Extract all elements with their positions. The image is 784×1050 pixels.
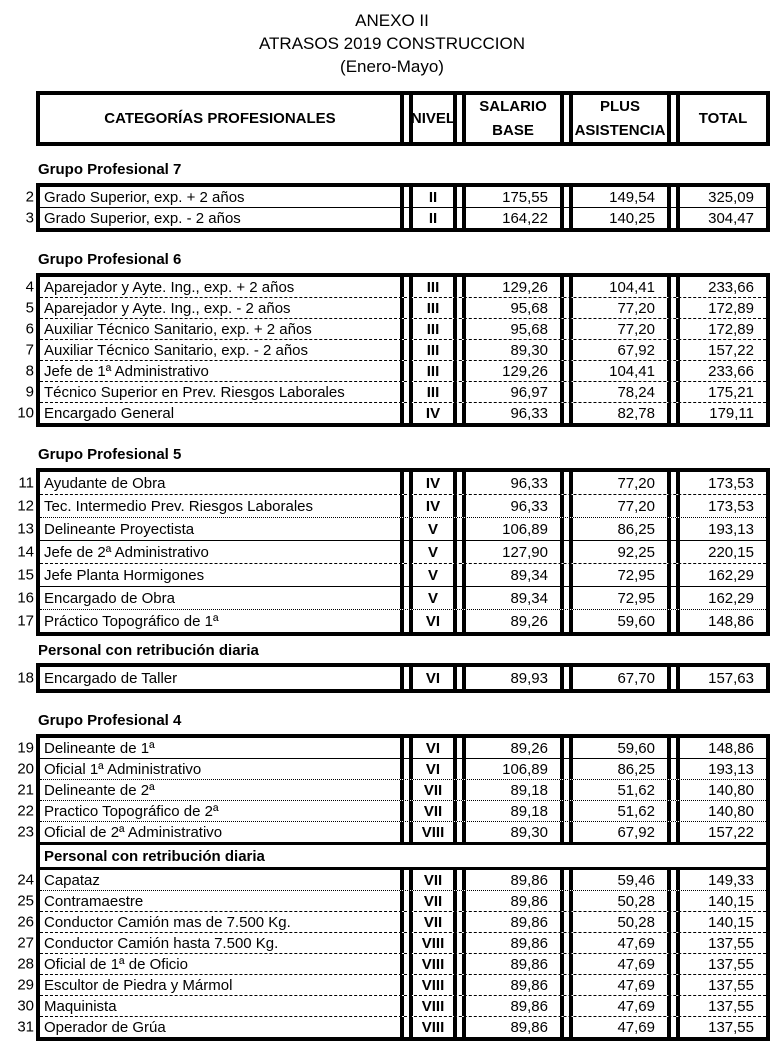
salario-base-cell: 89,86 <box>462 933 564 953</box>
row-number: 3 <box>25 209 34 227</box>
section-heading: Grupo Profesional 4 <box>38 712 182 729</box>
table-row <box>17 667 766 689</box>
row-number: 7 <box>25 341 34 359</box>
total-cell: 137,55 <box>676 933 766 953</box>
section-heading: Grupo Profesional 6 <box>38 251 182 268</box>
row-number: 9 <box>25 383 34 401</box>
category-cell: Delineante de 1ª <box>40 738 404 758</box>
table-row <box>17 995 766 1016</box>
nivel-cell: VI <box>409 610 457 632</box>
nivel-cell: II <box>409 187 457 207</box>
table-row <box>17 738 766 758</box>
row-number: 18 <box>17 669 34 687</box>
total-cell: 193,13 <box>676 518 766 540</box>
total-cell: 157,22 <box>676 822 766 842</box>
nivel-cell: III <box>409 340 457 360</box>
total-cell: 233,66 <box>676 277 766 297</box>
plus-asistencia-cell: 82,78 <box>569 403 671 423</box>
section-table-block <box>17 663 770 693</box>
nivel-cell: VII <box>409 870 457 890</box>
total-cell: 304,47 <box>676 208 766 228</box>
document-title <box>0 0 784 78</box>
row-number: 30 <box>17 997 34 1015</box>
category-cell: Grado Superior, exp. + 2 años <box>40 187 404 207</box>
category-cell: Conductor Camión mas de 7.500 Kg. <box>40 912 404 932</box>
salario-base-cell: 89,93 <box>462 667 564 689</box>
plus-asistencia-cell: 59,46 <box>569 870 671 890</box>
category-cell: Auxiliar Técnico Sanitario, exp. + 2 años <box>40 319 404 339</box>
total-cell: 137,55 <box>676 996 766 1016</box>
nivel-cell: V <box>409 518 457 540</box>
salario-base-cell: 89,30 <box>462 340 564 360</box>
header-plus-asistencia: PLUS ASISTENCIA <box>569 95 671 143</box>
row-number: 31 <box>17 1018 34 1036</box>
plus-asistencia-cell: 51,62 <box>569 801 671 821</box>
plus-asistencia-cell: 47,69 <box>569 1017 671 1037</box>
nivel-cell: V <box>409 587 457 609</box>
nivel-cell: VIII <box>409 996 457 1016</box>
table-row <box>25 381 766 402</box>
nivel-cell: III <box>409 319 457 339</box>
row-number: 15 <box>17 566 34 584</box>
table-row <box>17 1016 766 1037</box>
category-cell: Auxiliar Técnico Sanitario, exp. - 2 años <box>40 340 404 360</box>
table-row <box>25 207 766 228</box>
section-heading: Grupo Profesional 7 <box>38 161 182 178</box>
row-number: 17 <box>17 612 34 630</box>
table-row <box>25 297 766 318</box>
total-cell: 172,89 <box>676 298 766 318</box>
table-row <box>17 402 766 423</box>
table-sections <box>17 161 770 1041</box>
title-line-periodo: (Enero-Mayo) <box>340 57 444 76</box>
total-cell: 137,55 <box>676 1017 766 1037</box>
category-cell: Operador de Grúa <box>40 1017 404 1037</box>
salario-base-cell: 89,26 <box>462 738 564 758</box>
salario-base-cell: 96,33 <box>462 472 564 494</box>
nivel-cell: IV <box>409 495 457 517</box>
plus-asistencia-cell: 104,41 <box>569 361 671 381</box>
nivel-cell: IV <box>409 403 457 423</box>
nivel-cell: VI <box>409 759 457 779</box>
header-total: TOTAL <box>676 95 766 143</box>
plus-asistencia-cell: 47,69 <box>569 975 671 995</box>
table-row <box>25 360 766 381</box>
total-cell: 157,63 <box>676 667 766 689</box>
salario-base-cell: 96,97 <box>462 382 564 402</box>
salario-base-cell: 89,30 <box>462 822 564 842</box>
table-row <box>25 339 766 360</box>
category-cell: Grado Superior, exp. - 2 años <box>40 208 404 228</box>
table-row <box>18 472 766 494</box>
salario-base-cell: 175,55 <box>462 187 564 207</box>
category-cell: Tec. Intermedio Prev. Riesgos Laborales <box>40 495 404 517</box>
category-cell: Maquinista <box>40 996 404 1016</box>
plus-asistencia-cell: 77,20 <box>569 319 671 339</box>
total-cell: 173,53 <box>676 495 766 517</box>
table-row <box>25 277 766 297</box>
row-number: 8 <box>25 362 34 380</box>
salario-base-cell: 96,33 <box>462 495 564 517</box>
category-cell: Encargado de Taller <box>40 667 404 689</box>
row-number: 20 <box>17 760 34 778</box>
nivel-cell: IV <box>409 472 457 494</box>
row-number: 4 <box>25 278 34 296</box>
nivel-cell: VIII <box>409 954 457 974</box>
category-cell: Jefe Planta Hormigones <box>40 564 404 586</box>
plus-asistencia-cell: 72,95 <box>569 564 671 586</box>
table-row <box>17 540 766 563</box>
plus-asistencia-cell: 50,28 <box>569 912 671 932</box>
total-cell: 173,53 <box>676 472 766 494</box>
total-cell: 140,80 <box>676 801 766 821</box>
salario-base-cell: 89,18 <box>462 780 564 800</box>
salario-base-cell: 164,22 <box>462 208 564 228</box>
nivel-cell: VIII <box>409 933 457 953</box>
plus-asistencia-cell: 47,69 <box>569 954 671 974</box>
nivel-cell: VI <box>409 667 457 689</box>
row-number: 22 <box>17 802 34 820</box>
nivel-cell: III <box>409 361 457 381</box>
section-heading: Grupo Profesional 5 <box>38 446 182 463</box>
salario-base-cell: 96,33 <box>462 403 564 423</box>
table-row <box>17 911 766 932</box>
category-cell: Practico Topográfico de 2ª <box>40 801 404 821</box>
salario-base-cell: 106,89 <box>462 759 564 779</box>
nivel-cell: VI <box>409 738 457 758</box>
total-cell: 157,22 <box>676 340 766 360</box>
table-row <box>17 563 766 586</box>
category-cell: Delineante Proyectista <box>40 518 404 540</box>
section-heading: Personal con retribución diaria <box>38 642 259 659</box>
title-line-anexo: ANEXO II <box>355 11 429 30</box>
total-cell: 137,55 <box>676 975 766 995</box>
category-cell: Aparejador y Ayte. Ing., exp. - 2 años <box>40 298 404 318</box>
header-nivel: NIVEL <box>409 95 457 143</box>
total-cell: 140,80 <box>676 780 766 800</box>
plus-asistencia-cell: 67,92 <box>569 822 671 842</box>
category-cell: Contramaestre <box>40 891 404 911</box>
plus-asistencia-cell: 59,60 <box>569 610 671 632</box>
table-row <box>17 517 766 540</box>
salary-table <box>17 91 770 1041</box>
nivel-cell: III <box>409 298 457 318</box>
salario-base-cell: 89,86 <box>462 1017 564 1037</box>
row-number: 14 <box>17 543 34 561</box>
plus-asistencia-cell: 77,20 <box>569 472 671 494</box>
row-number: 2 <box>25 188 34 206</box>
row-number: 11 <box>18 474 34 492</box>
plus-asistencia-cell: 149,54 <box>569 187 671 207</box>
plus-asistencia-cell: 51,62 <box>569 780 671 800</box>
salario-base-cell: 89,86 <box>462 870 564 890</box>
plus-asistencia-cell: 77,20 <box>569 298 671 318</box>
plus-asistencia-cell: 72,95 <box>569 587 671 609</box>
nivel-cell: V <box>409 541 457 563</box>
nivel-cell: VIII <box>409 975 457 995</box>
row-number: 6 <box>25 320 34 338</box>
table-row <box>17 779 766 800</box>
row-number: 10 <box>17 404 34 422</box>
table-row <box>17 758 766 779</box>
nivel-cell: VII <box>409 780 457 800</box>
category-cell: Jefe de 1ª Administrativo <box>40 361 404 381</box>
nivel-cell: VIII <box>409 822 457 842</box>
plus-asistencia-cell: 67,92 <box>569 340 671 360</box>
category-cell: Delineante de 2ª <box>40 780 404 800</box>
total-cell: 233,66 <box>676 361 766 381</box>
row-number: 16 <box>17 589 34 607</box>
salario-base-cell: 89,34 <box>462 564 564 586</box>
total-cell: 149,33 <box>676 870 766 890</box>
row-number: 23 <box>17 823 34 841</box>
plus-asistencia-cell: 50,28 <box>569 891 671 911</box>
table-row <box>17 974 766 995</box>
table-row <box>17 890 766 911</box>
row-number: 19 <box>17 739 34 757</box>
category-cell: Aparejador y Ayte. Ing., exp. + 2 años <box>40 277 404 297</box>
total-cell: 162,29 <box>676 564 766 586</box>
total-cell: 193,13 <box>676 759 766 779</box>
salario-base-cell: 129,26 <box>462 277 564 297</box>
header-salario-base: SALARIO BASE <box>462 95 564 143</box>
table-row <box>17 609 766 632</box>
total-cell: 172,89 <box>676 319 766 339</box>
plus-asistencia-cell: 104,41 <box>569 277 671 297</box>
row-number: 26 <box>17 913 34 931</box>
salario-base-cell: 95,68 <box>462 319 564 339</box>
table-row <box>17 870 766 890</box>
nivel-cell: III <box>409 277 457 297</box>
salario-base-cell: 106,89 <box>462 518 564 540</box>
nivel-cell: VIII <box>409 1017 457 1037</box>
row-number: 29 <box>17 976 34 994</box>
section-table-block <box>17 273 770 427</box>
row-number: 21 <box>17 781 34 799</box>
total-cell: 179,11 <box>676 403 766 423</box>
table-row <box>25 187 766 207</box>
category-cell: Oficial de 1ª de Oficio <box>40 954 404 974</box>
category-cell: Jefe de 2ª Administrativo <box>40 541 404 563</box>
total-cell: 148,86 <box>676 610 766 632</box>
nivel-cell: V <box>409 564 457 586</box>
category-cell: Ayudante de Obra <box>40 472 404 494</box>
salario-base-cell: 89,26 <box>462 610 564 632</box>
category-cell: Práctico Topográfico de 1ª <box>40 610 404 632</box>
nivel-cell: III <box>409 382 457 402</box>
salario-base-cell: 89,86 <box>462 975 564 995</box>
plus-asistencia-cell: 77,20 <box>569 495 671 517</box>
table-row <box>17 800 766 821</box>
category-cell: Escultor de Piedra y Mármol <box>40 975 404 995</box>
table-row <box>17 494 766 517</box>
plus-asistencia-cell: 47,69 <box>569 996 671 1016</box>
row-number: 12 <box>17 497 34 515</box>
table-header-row <box>36 91 770 146</box>
total-cell: 175,21 <box>676 382 766 402</box>
salario-base-cell: 89,86 <box>462 996 564 1016</box>
row-number: 25 <box>17 892 34 910</box>
nivel-cell: II <box>409 208 457 228</box>
salario-base-cell: 95,68 <box>462 298 564 318</box>
plus-asistencia-cell: 78,24 <box>569 382 671 402</box>
total-cell: 220,15 <box>676 541 766 563</box>
section-table-block <box>25 183 770 232</box>
category-cell: Oficial de 2ª Administrativo <box>40 822 404 842</box>
salario-base-cell: 127,90 <box>462 541 564 563</box>
salario-base-cell: 89,18 <box>462 801 564 821</box>
total-cell: 140,15 <box>676 891 766 911</box>
nivel-cell: VII <box>409 801 457 821</box>
total-cell: 140,15 <box>676 912 766 932</box>
table-row <box>25 318 766 339</box>
salario-base-cell: 89,86 <box>462 912 564 932</box>
category-cell: Oficial 1ª Administrativo <box>40 759 404 779</box>
total-cell: 162,29 <box>676 587 766 609</box>
salario-base-cell: 89,86 <box>462 891 564 911</box>
row-number: 13 <box>17 520 34 538</box>
plus-asistencia-cell: 86,25 <box>569 759 671 779</box>
title-line-atrasos: ATRASOS 2019 CONSTRUCCION <box>258 34 526 53</box>
section-table-block <box>17 468 770 636</box>
plus-asistencia-cell: 140,25 <box>569 208 671 228</box>
banner-row: Personal con retribución diaria <box>40 842 766 870</box>
nivel-cell: VII <box>409 912 457 932</box>
table-row <box>17 953 766 974</box>
category-cell: Capataz <box>40 870 404 890</box>
row-number: 27 <box>17 934 34 952</box>
row-number: 24 <box>17 871 34 889</box>
plus-asistencia-cell: 47,69 <box>569 933 671 953</box>
salario-base-cell: 89,86 <box>462 954 564 974</box>
salario-base-cell: 89,34 <box>462 587 564 609</box>
row-number: 5 <box>25 299 34 317</box>
salario-base-cell: 129,26 <box>462 361 564 381</box>
category-cell: Encargado de Obra <box>40 587 404 609</box>
total-cell: 325,09 <box>676 187 766 207</box>
plus-asistencia-cell: 92,25 <box>569 541 671 563</box>
plus-asistencia-cell: 86,25 <box>569 518 671 540</box>
category-cell: Técnico Superior en Prev. Riesgos Laborales <box>40 382 404 402</box>
category-cell: Encargado General <box>40 403 404 423</box>
table-row <box>17 586 766 609</box>
row-number: 28 <box>17 955 34 973</box>
total-cell: 137,55 <box>676 954 766 974</box>
section-table-block <box>17 734 770 1041</box>
plus-asistencia-cell: 67,70 <box>569 667 671 689</box>
category-cell: Conductor Camión hasta 7.500 Kg. <box>40 933 404 953</box>
total-cell: 148,86 <box>676 738 766 758</box>
plus-asistencia-cell: 59,60 <box>569 738 671 758</box>
table-row <box>17 821 766 842</box>
header-categorias-profesionales: CATEGORÍAS PROFESIONALES <box>40 95 404 143</box>
table-row <box>17 932 766 953</box>
nivel-cell: VII <box>409 891 457 911</box>
